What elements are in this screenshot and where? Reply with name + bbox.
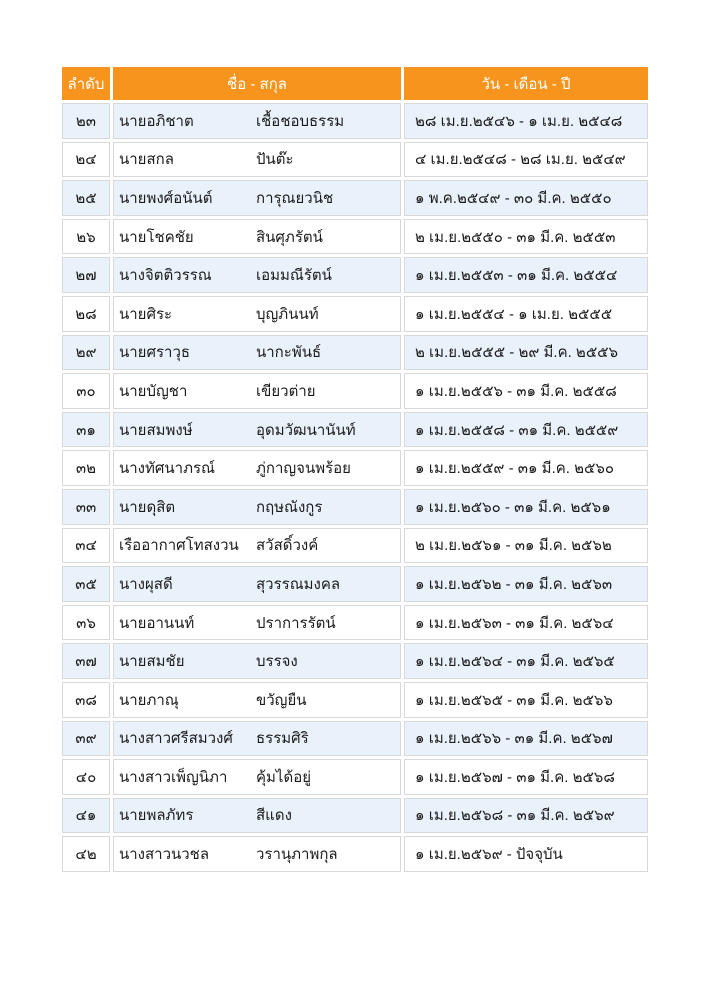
row-name bbox=[113, 489, 401, 525]
row-number: ๔๑ bbox=[62, 798, 110, 834]
table-row bbox=[62, 257, 648, 293]
row-first-name: นายศราวุธ bbox=[119, 344, 191, 362]
table-row bbox=[62, 682, 648, 718]
table-row bbox=[62, 219, 648, 255]
table-row bbox=[62, 566, 648, 602]
row-name bbox=[113, 759, 401, 795]
row-first-name: เรืออากาศโทสงวน bbox=[119, 537, 239, 555]
row-number: ๒๔ bbox=[62, 142, 110, 178]
row-name bbox=[113, 219, 401, 255]
header-cell-number: ลำดับ bbox=[62, 67, 110, 100]
row-number: ๓๕ bbox=[62, 566, 110, 602]
row-name bbox=[113, 296, 401, 332]
row-last-name: บุญภินนท์ bbox=[256, 305, 319, 323]
row-number: ๓๐ bbox=[62, 373, 110, 409]
row-last-name: เอมมณีรัตน์ bbox=[256, 267, 332, 285]
row-date: ๑ เม.ย.๒๕๖๖ - ๓๑ มี.ค. ๒๕๖๗ bbox=[404, 721, 648, 757]
row-name bbox=[113, 643, 401, 679]
table-row bbox=[62, 759, 648, 795]
row-name bbox=[113, 335, 401, 371]
table-row bbox=[62, 335, 648, 371]
row-last-name: คุ้มได้อยู่ bbox=[256, 768, 312, 786]
row-number: ๒๖ bbox=[62, 219, 110, 255]
row-last-name: สุวรรณมงคล bbox=[256, 575, 341, 593]
row-first-name: นายโชคชัย bbox=[119, 228, 194, 246]
roster-table bbox=[59, 64, 651, 875]
table-row bbox=[62, 798, 648, 834]
table-row bbox=[62, 643, 648, 679]
row-last-name: วรานุภาพกุล bbox=[256, 846, 338, 864]
row-number: ๔๒ bbox=[62, 836, 110, 872]
row-date: ๑ เม.ย.๒๕๖๗ - ๓๑ มี.ค. ๒๕๖๘ bbox=[404, 759, 648, 795]
row-first-name: นายสมพงษ์ bbox=[119, 421, 193, 439]
row-last-name: ปันต๊ะ bbox=[256, 151, 294, 169]
row-number: ๒๘ bbox=[62, 296, 110, 332]
header-cell-date: วัน - เดือน - ปี bbox=[404, 67, 648, 100]
row-number: ๒๗ bbox=[62, 257, 110, 293]
row-first-name: นายภาณุ bbox=[119, 691, 179, 709]
row-date: ๑ เม.ย.๒๕๖๘ - ๓๑ มี.ค. ๒๕๖๙ bbox=[404, 798, 648, 834]
row-first-name: นางจิตติวรรณ bbox=[119, 267, 212, 285]
table-header bbox=[62, 67, 648, 100]
row-last-name: อุดมวัฒนานันท์ bbox=[256, 421, 356, 439]
row-last-name: สวัสดิ์วงค์ bbox=[256, 537, 319, 555]
table-row bbox=[62, 528, 648, 564]
row-last-name: เขียวต่าย bbox=[256, 382, 316, 400]
row-date: ๑ เม.ย.๒๕๖๐ - ๓๑ มี.ค. ๒๕๖๑ bbox=[404, 489, 648, 525]
row-date: ๑ เม.ย.๒๕๖๓ - ๓๑ มี.ค. ๒๕๖๔ bbox=[404, 605, 648, 641]
row-number: ๓๖ bbox=[62, 605, 110, 641]
table-row bbox=[62, 489, 648, 525]
row-name bbox=[113, 450, 401, 486]
row-date: ๒ เม.ย.๒๕๖๑ - ๓๑ มี.ค. ๒๕๖๒ bbox=[404, 528, 648, 564]
row-last-name: สีแดง bbox=[256, 807, 292, 825]
row-last-name: สินศุภรัตน์ bbox=[256, 228, 323, 246]
table-row bbox=[62, 296, 648, 332]
table-header-row bbox=[62, 67, 648, 100]
header-cell-name: ชื่อ - สกุล bbox=[113, 67, 401, 100]
row-last-name: ธรรมศิริ bbox=[256, 730, 309, 748]
table-row bbox=[62, 721, 648, 757]
row-name bbox=[113, 373, 401, 409]
row-first-name: นางผุสดี bbox=[119, 575, 173, 593]
row-first-name: นางทัศนาภรณ์ bbox=[119, 460, 215, 478]
table-row bbox=[62, 412, 648, 448]
row-number: ๒๓ bbox=[62, 103, 110, 139]
row-first-name: นางสาวศรีสมวงศ์ bbox=[119, 730, 233, 748]
row-number: ๓๔ bbox=[62, 528, 110, 564]
row-first-name: นายพลภัทร bbox=[119, 807, 194, 825]
table-row bbox=[62, 180, 648, 216]
row-date: ๑ เม.ย.๒๕๕๘ - ๓๑ มี.ค. ๒๕๕๙ bbox=[404, 412, 648, 448]
row-last-name: บรรจง bbox=[256, 653, 298, 671]
row-date: ๑ เม.ย.๒๕๖๒ - ๓๑ มี.ค. ๒๕๖๓ bbox=[404, 566, 648, 602]
row-number: ๓๒ bbox=[62, 450, 110, 486]
row-number: ๓๗ bbox=[62, 643, 110, 679]
table-row bbox=[62, 142, 648, 178]
table-row bbox=[62, 836, 648, 872]
row-number: ๔๐ bbox=[62, 759, 110, 795]
row-number: ๒๙ bbox=[62, 335, 110, 371]
row-first-name: นายอภิชาต bbox=[119, 112, 194, 130]
row-name bbox=[113, 682, 401, 718]
row-number: ๒๕ bbox=[62, 180, 110, 216]
row-last-name: ปราการรัตน์ bbox=[256, 614, 336, 632]
row-name bbox=[113, 257, 401, 293]
row-date: ๑ เม.ย.๒๕๕๓ - ๓๑ มี.ค. ๒๕๕๔ bbox=[404, 257, 648, 293]
row-first-name: นายพงศ์อนันต์ bbox=[119, 189, 213, 207]
row-name bbox=[113, 180, 401, 216]
row-date: ๒๘ เม.ย.๒๕๔๖ - ๑ เม.ย. ๒๕๔๘ bbox=[404, 103, 648, 139]
row-name bbox=[113, 566, 401, 602]
table-row bbox=[62, 450, 648, 486]
row-date: ๑ เม.ย.๒๕๖๙ - ปัจจุบัน bbox=[404, 836, 648, 872]
row-date: ๑ เม.ย.๒๕๖๔ - ๓๑ มี.ค. ๒๕๖๕ bbox=[404, 643, 648, 679]
row-last-name: ขวัญยืน bbox=[256, 691, 307, 709]
row-name bbox=[113, 836, 401, 872]
row-name bbox=[113, 605, 401, 641]
row-first-name: นางสาวนวชล bbox=[119, 846, 210, 864]
row-first-name: นายอานนท์ bbox=[119, 614, 195, 632]
row-number: ๓๘ bbox=[62, 682, 110, 718]
row-number: ๓๙ bbox=[62, 721, 110, 757]
table-row bbox=[62, 373, 648, 409]
row-name bbox=[113, 412, 401, 448]
row-name bbox=[113, 103, 401, 139]
row-number: ๓๓ bbox=[62, 489, 110, 525]
row-date: ๑ พ.ค.๒๕๔๙ - ๓๐ มี.ค. ๒๕๕๐ bbox=[404, 180, 648, 216]
row-number: ๓๑ bbox=[62, 412, 110, 448]
row-last-name: เชื้อชอบธรรม bbox=[256, 112, 345, 130]
table-row bbox=[62, 605, 648, 641]
row-first-name: นายดุสิต bbox=[119, 498, 176, 516]
row-name bbox=[113, 142, 401, 178]
row-last-name: การุณยวนิช bbox=[256, 189, 334, 207]
row-first-name: นายบัญชา bbox=[119, 382, 188, 400]
row-first-name: นายสกล bbox=[119, 151, 174, 169]
row-name bbox=[113, 721, 401, 757]
row-last-name: ภู่กาญจนพร้อย bbox=[256, 460, 351, 478]
row-date: ๒ เม.ย.๒๕๕๕ - ๒๙ มี.ค. ๒๕๕๖ bbox=[404, 335, 648, 371]
row-last-name: กฤษณังกูร bbox=[256, 498, 323, 516]
row-first-name: นางสาวเพ็ญนิภา bbox=[119, 768, 228, 786]
row-last-name: นากะพันธ์ bbox=[256, 344, 322, 362]
row-name bbox=[113, 528, 401, 564]
row-date: ๑ เม.ย.๒๕๕๔ - ๑ เม.ย. ๒๕๕๕ bbox=[404, 296, 648, 332]
row-date: ๑ เม.ย.๒๕๖๕ - ๓๑ มี.ค. ๒๕๖๖ bbox=[404, 682, 648, 718]
row-date: ๔ เม.ย.๒๕๔๘ - ๒๘ เม.ย. ๒๕๔๙ bbox=[404, 142, 648, 178]
row-date: ๑ เม.ย.๒๕๕๙ - ๓๑ มี.ค. ๒๕๖๐ bbox=[404, 450, 648, 486]
table-body bbox=[62, 103, 648, 872]
table-row bbox=[62, 103, 648, 139]
row-name bbox=[113, 798, 401, 834]
row-date: ๑ เม.ย.๒๕๕๖ - ๓๑ มี.ค. ๒๕๕๘ bbox=[404, 373, 648, 409]
row-first-name: นายสมชัย bbox=[119, 653, 185, 671]
roster-table-container bbox=[59, 64, 651, 875]
row-date: ๒ เม.ย.๒๕๕๐ - ๓๑ มี.ค. ๒๕๕๓ bbox=[404, 219, 648, 255]
row-first-name: นายศิระ bbox=[119, 305, 173, 323]
